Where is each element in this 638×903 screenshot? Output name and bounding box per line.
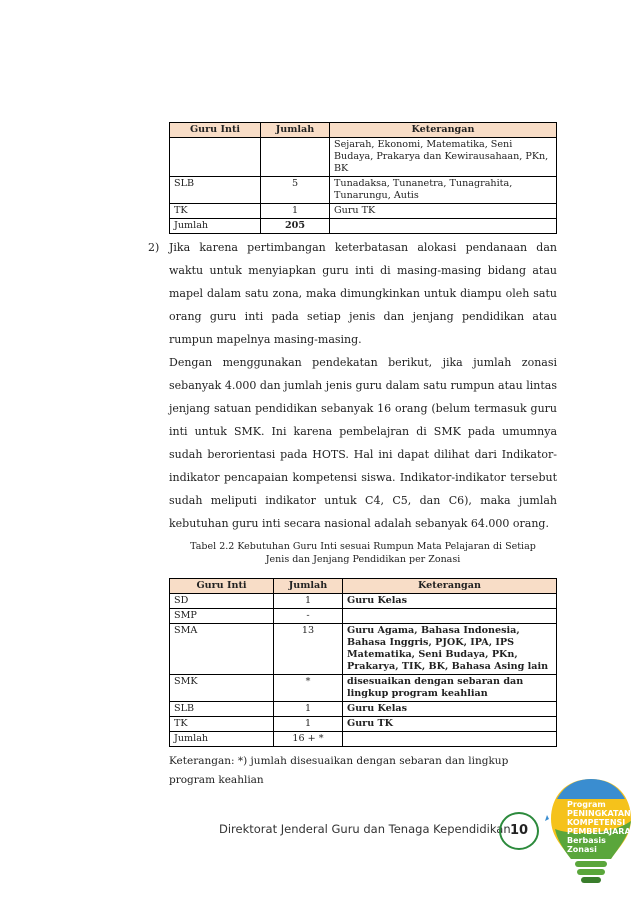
- cell-keterangan: [330, 219, 557, 234]
- table-header-row: [170, 123, 557, 138]
- table-row: [170, 609, 557, 624]
- header-jumlah: Jumlah: [274, 579, 343, 594]
- table-guru-inti-1: [169, 122, 557, 234]
- cell-guru: TK: [170, 717, 274, 732]
- cell-jumlah: *: [274, 675, 343, 702]
- logo-text: [567, 800, 637, 854]
- cell-jumlah: -: [274, 609, 343, 624]
- cell-keterangan: Tunadaksa, Tunanetra, Tunagrahita, Tunarungu, Autis: [330, 177, 557, 204]
- cell-guru: TK: [170, 204, 261, 219]
- cell-keterangan: Guru TK: [330, 204, 557, 219]
- cell-guru: Jumlah: [170, 219, 261, 234]
- header-keterangan: Keterangan: [343, 579, 557, 594]
- cell-keterangan: disesuaikan dengan sebaran dan lingkup program keahlian: [343, 675, 557, 702]
- list-number: 2): [148, 241, 160, 254]
- keterangan-line-2: program keahlian: [169, 774, 264, 786]
- cell-guru: SMP: [170, 609, 274, 624]
- cell-keterangan: Guru Agama, Bahasa Indonesia, Bahasa Inggris, PJOK, IPA, IPS Matematika, Seni Budaya, PKn, Prakarya, TIK, BK, Bahasa Asing lain: [343, 624, 557, 675]
- cell-jumlah: 16 + *: [274, 732, 343, 747]
- caption-line-2: Jenis dan Jenjang Pendidikan per Zonasi: [265, 554, 461, 565]
- table-guru-inti-2: [169, 578, 557, 747]
- header-keterangan: Keterangan: [330, 123, 557, 138]
- table-caption: [169, 540, 557, 566]
- cell-keterangan: Sejarah, Ekonomi, Matematika, Seni Budaya, Prakarya dan Kewirausahaan, PKn, BK: [330, 138, 557, 177]
- logo-line: KOMPETENSI: [567, 818, 626, 827]
- footer-text: Direktorat Jenderal Guru dan Tenaga Kependidikan: [219, 822, 511, 836]
- cell-guru: SLB: [170, 177, 261, 204]
- caption-line-1: Tabel 2.2 Kebutuhan Guru Inti sesuai Rumpun Mata Pelajaran di Setiap: [190, 541, 536, 552]
- paragraph-text: Jika karena pertimbangan keterbatasan alokasi pendanaan dan waktu untuk menyiapkan guru inti di masing-masing bidang atau mapel dalam satu zona, maka dimungkinkan untuk diampu oleh satu orang guru inti pada setiap jenis dan jenjang pendidikan atau rumpun mapelnya masing-masing.: [169, 241, 557, 346]
- paragraph-text-2: Dengan menggunakan pendekatan berikut, jika jumlah zonasi sebanyak 4.000 dan jumlah jenis guru dalam satu rumpun atau lintas jenjang satuan pendidikan sebanyak 16 orang (belum termasuk guru inti untuk SMK. Ini karena pembelajran di SMK pada umumnya sudah berorientasi pada HOTS. Hal ini dapat dilihat dari Indikator-indikator pencapaian kompetensi siswa. Indikator-indikator tersebut sudah meliputi indikator untuk C4, C5, dan C6), maka jumlah kebutuhan guru inti secara nasional adalah sebanyak 64.000 orang.: [169, 356, 557, 530]
- header-guru-inti: Guru Inti: [170, 123, 261, 138]
- table-row-total: [170, 732, 557, 747]
- cell-jumlah: 13: [274, 624, 343, 675]
- cell-keterangan: Guru TK: [343, 717, 557, 732]
- cell-guru: SMA: [170, 624, 274, 675]
- cell-keterangan: [343, 732, 557, 747]
- logo-line: Program: [567, 800, 606, 809]
- table-row: [170, 204, 557, 219]
- table-row: [170, 702, 557, 717]
- header-jumlah: Jumlah: [261, 123, 330, 138]
- cell-jumlah: 1: [274, 594, 343, 609]
- table-row: [170, 594, 557, 609]
- cell-guru: [170, 138, 261, 177]
- cell-jumlah: [261, 138, 330, 177]
- header-guru-inti: Guru Inti: [170, 579, 274, 594]
- keterangan-note: [169, 752, 557, 790]
- logo-line: Zonasi: [567, 845, 597, 854]
- cell-guru: SLB: [170, 702, 274, 717]
- cell-jumlah: 205: [261, 219, 330, 234]
- table-row: [170, 624, 557, 675]
- cell-guru: SD: [170, 594, 274, 609]
- cell-jumlah: 1: [274, 702, 343, 717]
- table-row: [170, 138, 557, 177]
- cell-guru: SMK: [170, 675, 274, 702]
- table-row: [170, 717, 557, 732]
- cell-jumlah: 5: [261, 177, 330, 204]
- logo-line: PENINGKATAN: [567, 809, 631, 818]
- cell-jumlah: 1: [274, 717, 343, 732]
- cell-guru: Jumlah: [170, 732, 274, 747]
- table-row: [170, 675, 557, 702]
- table-header-row: [170, 579, 557, 594]
- cell-keterangan: Guru Kelas: [343, 702, 557, 717]
- page-number: 10: [499, 812, 539, 850]
- keterangan-line-1: Keterangan: *) jumlah disesuaikan dengan sebaran dan lingkup: [169, 755, 509, 767]
- table-row: [170, 177, 557, 204]
- logo-line: PEMBELAJARAN: [567, 827, 638, 836]
- cell-keterangan: Guru Kelas: [343, 594, 557, 609]
- table-row-total: [170, 219, 557, 234]
- logo-line: Berbasis: [567, 836, 606, 845]
- cell-jumlah: 1: [261, 204, 330, 219]
- cell-keterangan: [343, 609, 557, 624]
